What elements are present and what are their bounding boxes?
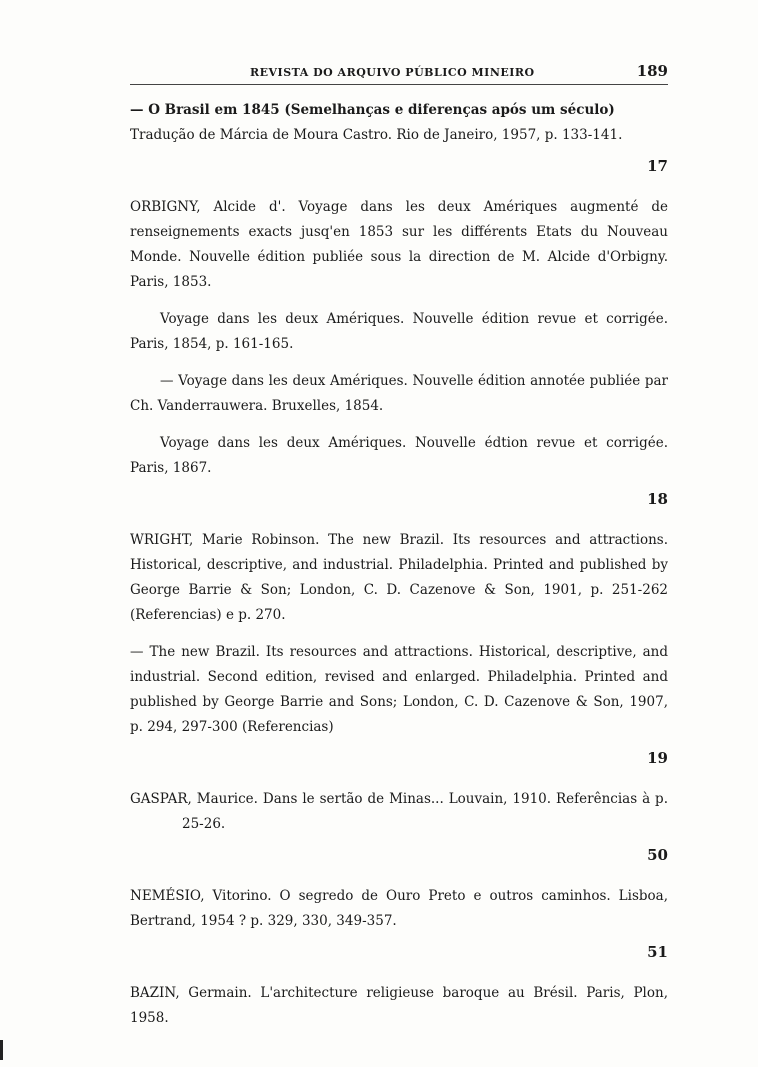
entry-number-18: 18 xyxy=(647,490,668,508)
entry-17-main: ORBIGNY, Alcide d'. Voyage dans les deux Amériques augmenté de renseignements exacts jusq'en 1853 sur les différents Etats du Nouveau Monde. Nouvelle édition publiée sous la direction de M. Alcide d'Orbigny. Paris, 1853. xyxy=(130,199,668,290)
page-header xyxy=(130,62,668,85)
bibliography-content xyxy=(130,98,668,1031)
entry-number-51: 51 xyxy=(647,943,668,961)
entry-19-main: GASPAR, Maurice. Dans le sertão de Minas... Louvain, 1910. Referências à p. 25-26. xyxy=(130,791,668,832)
entry-number-50: 50 xyxy=(647,846,668,864)
entry-17-sub-3: Voyage dans les deux Amériques. Nouvelle édtion revue et corrigée. Paris, 1867. xyxy=(130,435,668,476)
running-title: REVISTA DO ARQUIVO PÚBLICO MINEIRO xyxy=(250,66,535,79)
entry-16-title-line: — O Brasil em 1845 (Semelhanças e diferenças após um século) xyxy=(130,102,615,118)
entry-18-main: WRIGHT, Marie Robinson. The new Brazil. Its resources and attractions. Historical, descriptive, and industrial. Philadelphia. Printed and published by George Barrie & Son; London, C. D. Cazenove & Son, 1901, p. 251-262 (Referencias) e p. 270. xyxy=(130,532,668,623)
entry-number-19: 19 xyxy=(647,749,668,767)
entry-16-rest: Tradução de Márcia de Moura Castro. Rio de Janeiro, 1957, p. 133-141. xyxy=(130,127,623,143)
page-number: 189 xyxy=(636,62,668,80)
entry-50-main: NEMÉSIO, Vitorino. O segredo de Ouro Preto e outros caminhos. Lisboa, Bertrand, 1954 ? p. 329, 330, 349-357. xyxy=(130,888,668,929)
entry-17-sub-1: Voyage dans les deux Amériques. Nouvelle édition revue et corrigée. Paris, 1854, p. 161-165. xyxy=(130,311,668,352)
scan-margin-mark xyxy=(0,1040,3,1060)
entry-18-sub-1: — The new Brazil. Its resources and attractions. Historical, descriptive, and industrial. Second edition, revised and enlarged. Philadelphia. Printed and published by George Barrie and Sons; London, C. D. Cazenove & Son, 1907, p. 294, 297-300 (Referencias) xyxy=(130,644,668,735)
entry-17-sub-2: — Voyage dans les deux Amériques. Nouvelle édition annotée publiée par Ch. Vanderrauwera. Bruxelles, 1854. xyxy=(130,373,668,414)
entry-51-main: BAZIN, Germain. L'architecture religieuse baroque au Brésil. Paris, Plon, 1958. xyxy=(130,985,668,1026)
entry-number-17: 17 xyxy=(647,157,668,175)
